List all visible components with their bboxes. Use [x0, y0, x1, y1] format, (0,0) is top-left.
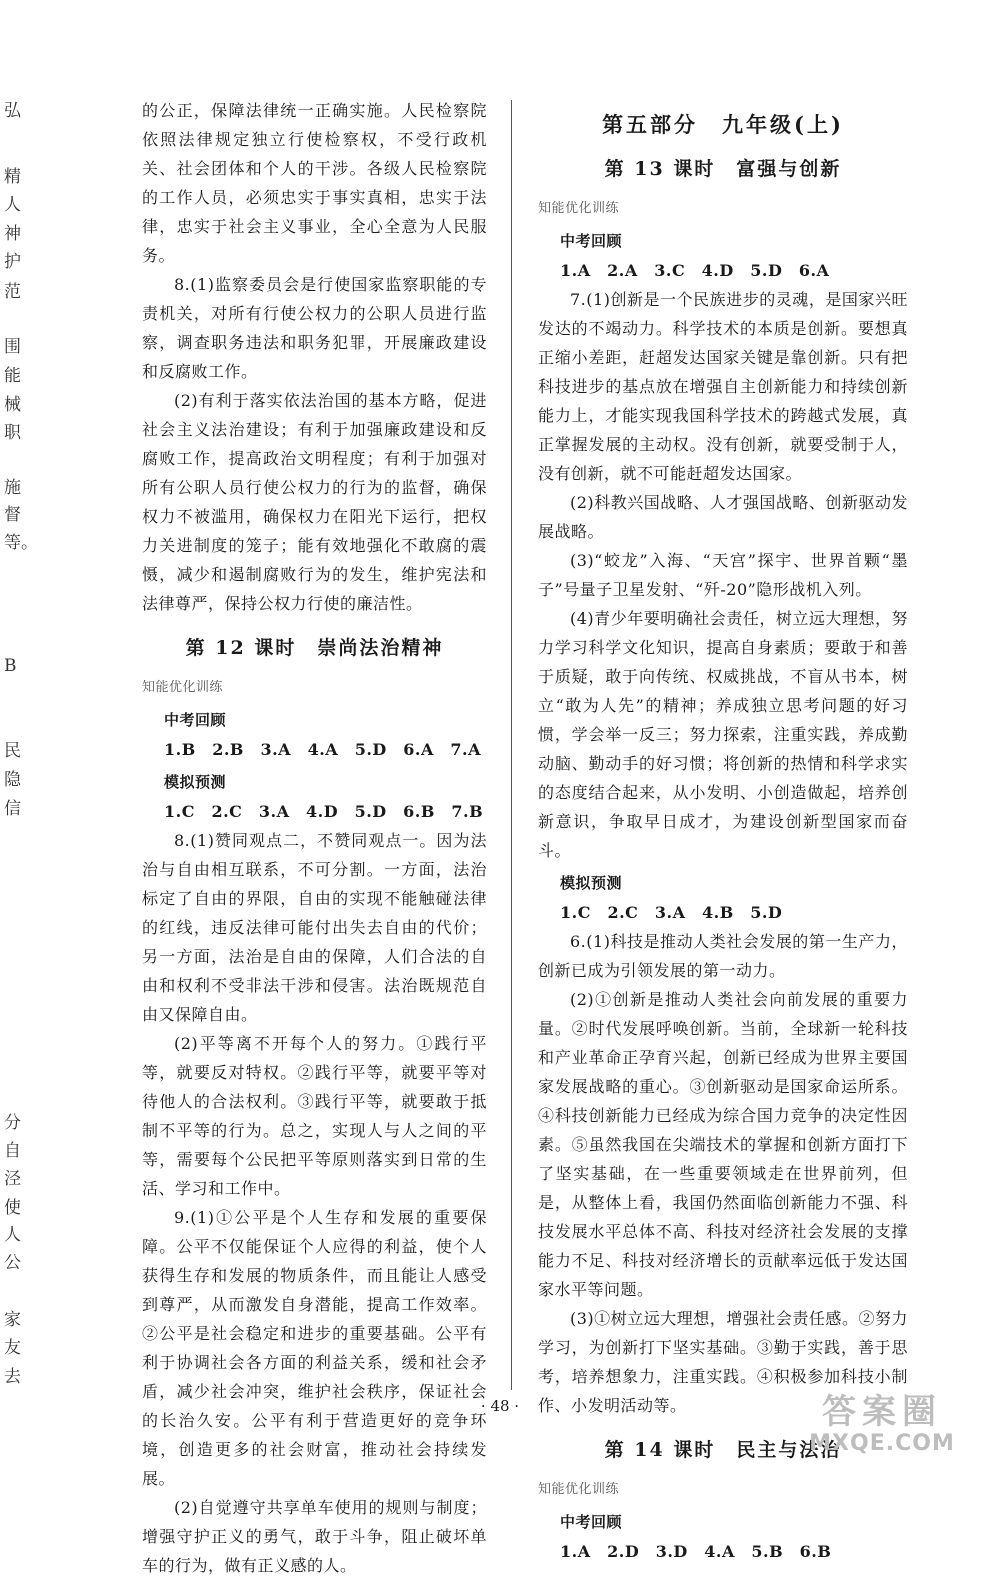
margin-fragment: 泾	[4, 1169, 21, 1189]
watermark-logo	[782, 1393, 982, 1463]
right-column	[538, 96, 908, 1566]
answer-paragraph: 8.(1)监察委员会是行使国家监察职能的专责机关，对所有行使公权力的公职人员进行监察，调查职务违法和职务犯罪，开展廉政建设和反腐败工作。	[142, 275, 487, 381]
section-label: 知能优化训练	[142, 680, 224, 695]
margin-fragment: 家	[4, 1310, 21, 1330]
answer-paragraph: (2)有利于落实依法治国的基本方略，促进社会主义法治建设；有利于加强廉政建设和反腐败工作，提高政治文明程度；有利于加强对所有公职人员行使公权力的行为的监督，确保权力不被滥用，确保权力在阳光下运行，把权力关进制度的笼子；能有效地强化不敢腐的震慑，减少和遏制腐败行为的发生，维护宪法和法律尊严，保持公权力行使的廉洁性。	[142, 391, 487, 613]
margin-fragment: 自	[4, 1141, 21, 1161]
margin-fragment: 精	[4, 167, 21, 187]
lesson-13-mock-answers	[538, 927, 908, 1420]
margin-fragment: 械	[4, 395, 21, 415]
section-label: 知能优化训练	[538, 1482, 620, 1497]
answer-paragraph: (2)①创新是推动人类社会向前发展的重要力量。②时代发展呼唤创新。当前，全球新一轮科技和产业革命正孕育兴起，创新已经成为世界主要国家发展战略的重心。③创新驱动是国家命运所系。④科技创新能力已经成为综合国力竞争的决定性因素。⑤虽然我国在尖端技术的掌握和创新方面打下了坚实基础，在一些重要领域走在世界前列，但是，从整体上看，我国仍然面临创新能力不强、科技发展水平总体不高、科技对经济社会发展的支撑能力不足、科技对经济增长的贡献率远低于发达国家水平等问题。	[538, 990, 908, 1299]
answer-paragraph: 7.(1)创新是一个民族进步的灵魂，是国家兴旺发达的不竭动力。科学技术的本质是创新。要想真正缩小差距，赶超发达国家关键是靠创新。只有把科技进步的基点放在增强自主创新能力和持续创新能力上，才能实现我国科学技术的跨越式发展，真正掌握发展的主动权。没有创新，就要受制于人，没有创新，就不可能赶超发达国家。	[538, 290, 908, 483]
margin-fragment: 友	[4, 1338, 21, 1358]
margin-fragment: B	[4, 656, 17, 676]
answer-paragraph: (2)科教兴国战略、人才强国战略、创新驱动发展战略。	[538, 493, 908, 541]
margin-fragment: 民	[4, 741, 21, 761]
review-answers: 1.A 2.D 3.D 4.A 5.B 6.B	[560, 1542, 832, 1561]
answer-paragraph: 6.(1)科技是推动人类社会发展的第一生产力，创新已成为引领发展的第一动力。	[538, 932, 908, 980]
margin-fragment: 施	[4, 478, 21, 498]
mock-answers: 1.C 2.C 3.A 4.D 5.D 6.B 7.B	[164, 802, 484, 821]
margin-fragment: 信	[4, 799, 21, 819]
margin-fragment: 范	[4, 282, 21, 302]
margin-fragment: 人	[4, 195, 21, 215]
section-label: 知能优化训练	[538, 201, 620, 216]
left-column	[142, 96, 487, 1580]
margin-fragment: 神	[4, 224, 21, 244]
margin-fragment: 等。	[4, 533, 38, 553]
margin-fragment: 分	[4, 1113, 21, 1133]
margin-fragment: 围	[4, 337, 21, 357]
lesson-13-answers	[538, 285, 908, 865]
answer-paragraph: (3)①树立远大理想，增强社会责任感。②努力学习，为创新打下坚实基础。③勤于实践，善于思考，培养想象力，注重实践。④积极参加科技小制作、小发明活动等。	[538, 1309, 908, 1415]
answer-paragraph: 8.(1)赞同观点二，不赞同观点一。因为法治与自由相互联系，不可分割。一方面，法治标定了自由的界限，自由的实现不能触碰法律的红线，违反法律可能付出失去自由的代价；另一方面，法治是自由的保障，人们合法的自由和权利不受非法干涉和侵害。法治既规范自由又保障自由。	[142, 831, 487, 1024]
mock-heading: 模拟预测	[164, 773, 227, 791]
margin-fragment: 使	[4, 1198, 21, 1218]
margin-fragment: 弘	[4, 101, 21, 121]
mock-heading: 模拟预测	[560, 874, 623, 892]
margin-fragment: 公	[4, 1253, 21, 1273]
review-heading: 中考回顾	[560, 232, 623, 250]
margin-fragment: 职	[4, 423, 21, 443]
watermark-text: 答案圈	[822, 1392, 942, 1432]
margin-fragment: 人	[4, 1225, 21, 1245]
margin-fragment: 护	[4, 252, 21, 272]
lesson-13-title: 第 13 课时 富强与创新	[604, 158, 842, 180]
margin-fragment: 能	[4, 366, 21, 386]
review-heading: 中考回顾	[560, 1513, 623, 1531]
answer-paragraph: (3)“蛟龙”入海、“天宫”探宇、世界首颗“墨子”号量子卫星发射、“歼-20”隐形战机入列。	[538, 551, 908, 599]
mock-answers: 1.C 2.C 3.A 4.B 5.D	[560, 903, 783, 922]
part-title: 第五部分 九年级(上)	[602, 112, 844, 137]
margin-fragment: 隐	[4, 770, 21, 790]
watermark-url: MXQE.COM	[809, 1431, 955, 1456]
review-answers: 1.B 2.B 3.A 4.A 5.D 6.A 7.A	[164, 740, 482, 759]
answer-paragraph: (2)平等离不开每个人的努力。①践行平等，就要反对特权。②践行平等，就要平等对待他人的合法权利。③践行平等，就要敢于抵制不平等的行为。总之，实现人与人之间的平等，需要每个公民把平等原则落实到日常的生活、学习和工作中。	[142, 1034, 487, 1198]
review-answers: 1.A 2.A 3.C 4.D 5.D 6.A	[560, 261, 830, 280]
lesson-12-answers	[142, 826, 487, 1580]
answer-paragraph: (4)青少年要明确社会责任，树立远大理想，努力学习科学文化知识，提高自身素质；要敢于和善于质疑，敢于向传统、权威挑战，不盲从书本，树立“敢为人先”的精神；养成独立思考问题的好习惯，学会举一反三；努力探索，注重实践，养成勤动脑、勤动手的好习惯；将创新的热情和科学求实的态度结合起来，从小发明、小创造做起，培养创新意识，争取早日成才，为建设创新型国家而奋斗。	[538, 609, 908, 860]
answer-paragraph: (2)自觉遵守共享单车使用的规则与制度；增强守护正义的勇气，敢于斗争，阻止破坏单车的行为，做有正义感的人。	[142, 1498, 487, 1575]
column-divider	[511, 100, 512, 1390]
lesson-14-title: 第 14 课时 民主与法治	[604, 1439, 842, 1461]
answer-paragraph: 9.(1)①公平是个人生存和发展的重要保障。公平不仅能保证个人应得的利益，使个人获得生存和发展的物质条件，而且能让人感受到尊严，从而激发自身潜能，提高工作效率。②公平是社会稳定和进步的重要基础。公平有利于协调社会各方面的利益关系，缓和社会矛盾，减少社会冲突，维护社会秩序，保证社会的长治久安。公平有利于营造更好的竞争环境，创造更多的社会财富，推动社会持续发展。	[142, 1208, 487, 1488]
lesson-12-title: 第 12 课时 崇尚法治精神	[185, 637, 444, 659]
margin-fragment: 督	[4, 505, 21, 525]
margin-fragment: 去	[4, 1367, 21, 1387]
review-heading: 中考回顾	[164, 711, 227, 729]
continued-paragraphs	[142, 96, 487, 618]
answer-paragraph: 的公正，保障法律统一正确实施。人民检察院依照法律规定独立行使检察权，不受行政机关、社会团体和个人的干涉。各级人民检察院的工作人员，必须忠实于事实真相，忠实于法律，忠实于社会主义事业，全心全意为人民服务。	[142, 101, 487, 265]
page-number: · 48 ·	[480, 1397, 520, 1415]
